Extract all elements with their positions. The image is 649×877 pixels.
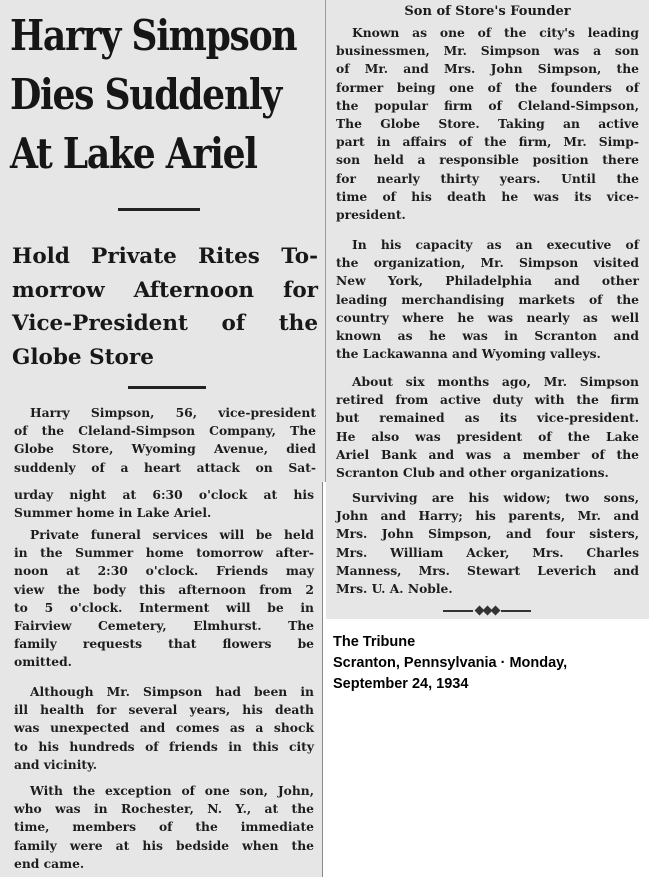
text-line: Mrs. William Acker, Mrs. Charles — [336, 544, 639, 560]
text-line: of the Cleland-Simpson Company, The — [14, 423, 316, 439]
text-line: time of his death he was its vice- — [336, 188, 639, 204]
deck-line: Globe Store — [12, 344, 154, 370]
text-line: time, members of the immediate — [14, 819, 314, 835]
text-line: son held a responsible position there — [336, 152, 639, 168]
subheading: Son of Store's Founder — [404, 4, 571, 19]
clipping-headline-section — [0, 0, 326, 482]
paragraph — [336, 24, 639, 224]
text-line: John and Harry; his parents, Mr. and — [336, 508, 639, 524]
text-line: known as he was in Scranton and — [336, 328, 639, 344]
text-line: of Mr. and Mrs. John Simpson, the — [336, 61, 639, 77]
text-line: Private funeral services will be held — [30, 527, 314, 542]
text-line: The Globe Store. Taking an active — [336, 116, 639, 132]
text-line: the Lackawanna and Wyoming valleys. — [336, 346, 601, 362]
text-line: Summer home in Lake Ariel. — [14, 505, 212, 521]
clipping-column-one — [0, 482, 322, 877]
text-line: Although Mr. Simpson had been in — [30, 684, 314, 699]
publication-place-date: Scranton, Pennsylvania · Monday, — [333, 655, 568, 671]
text-line: part in affairs of the firm, Mr. Simp- — [336, 134, 639, 150]
text-line: and vicinity. — [14, 756, 98, 772]
deck-line: Hold Private Rites To- — [12, 244, 318, 269]
deck-rule — [128, 386, 206, 389]
deck-line: morrow Afternoon for — [12, 277, 318, 303]
deck-line: Vice-President of the — [12, 311, 318, 336]
text-line: He also was president of the Lake — [336, 428, 639, 444]
text-line: the popular firm of Cleland-Simpson, — [336, 97, 639, 113]
paragraph — [336, 236, 639, 363]
headline-line: Harry Simpson — [10, 11, 297, 60]
text-line: In his capacity as an executive of — [352, 237, 639, 252]
text-line: leading merchandising markets of the — [336, 291, 639, 307]
headline — [10, 6, 297, 183]
text-line: omitted. — [14, 654, 72, 670]
text-line: family were at his bedside when the — [14, 837, 314, 853]
newspaper-name: The Tribune — [333, 634, 416, 650]
clipping-column-two — [326, 0, 649, 619]
paragraph — [14, 486, 314, 522]
text-line: New York, Philadelphia and other — [336, 273, 639, 289]
text-line: urday night at 6:30 o'clock at his — [14, 487, 314, 502]
text-line: ill health for several years, his death — [14, 702, 314, 718]
text-line: Fairview Cemetery, Elmhurst. The — [14, 618, 314, 634]
text-line: Known as one of the city's leading — [352, 25, 639, 40]
deck-headline — [12, 240, 318, 374]
text-line: businessmen, Mr. Simpson was a son — [336, 43, 639, 59]
text-line: was unexpected and comes as a shock — [14, 720, 314, 736]
text-line: With the exception of one son, John, — [30, 783, 314, 798]
text-line: noon at 2:30 o'clock. Friends may — [14, 563, 314, 579]
text-line: Surviving are his widow; two sons, — [352, 490, 639, 505]
text-line: to 5 o'clock. Interment will be in — [14, 599, 314, 615]
text-line: Scranton Club and other organizations. — [336, 465, 609, 481]
text-line: family requests that flowers be — [14, 636, 314, 652]
paragraph — [14, 782, 314, 873]
paragraph — [14, 683, 314, 774]
text-line: who was in Rochester, N. Y., at the — [14, 801, 314, 817]
end-ornament — [443, 606, 531, 616]
text-line: Mrs. John Simpson, and four sisters, — [336, 526, 639, 542]
text-line: in the Summer home tomorrow after- — [14, 545, 314, 561]
text-line: the organization, Mr. Simpson visited — [336, 255, 639, 271]
headline-rule — [118, 208, 200, 211]
text-line: president. — [336, 207, 406, 223]
text-line: About six months ago, Mr. Simpson — [352, 374, 639, 389]
text-line: Mrs. U. A. Noble. — [336, 581, 453, 597]
headline-line: At Lake Ariel — [10, 129, 257, 178]
paragraph — [336, 489, 639, 598]
lead-paragraph — [14, 404, 316, 477]
paragraph — [336, 373, 639, 482]
text-line: end came. — [14, 855, 85, 871]
text-line: for nearly thirty years. Until the — [336, 170, 639, 186]
text-line: former being one of the founders of — [336, 79, 639, 95]
paragraph — [14, 526, 314, 672]
headline-line: Dies Suddenly — [10, 70, 281, 119]
text-line: Harry Simpson, 56, vice-president — [30, 405, 316, 420]
text-line: retired from active duty with the firm — [336, 392, 639, 408]
text-line: country where he was nearly as well — [336, 309, 639, 325]
text-line: view the body this afternoon from 2 — [14, 581, 314, 597]
text-line: Ariel Bank and was a member of the — [336, 446, 639, 462]
text-line: Globe Store, Wyoming Avenue, died — [14, 441, 316, 457]
text-line: suddenly of a heart attack on Sat- — [14, 459, 316, 475]
source-caption — [333, 632, 633, 695]
column-rule — [322, 482, 323, 877]
text-line: but remained as its vice-president. — [336, 410, 639, 426]
publication-date: September 24, 1934 — [333, 676, 469, 692]
text-line: Manness, Mrs. Stewart Leverich and — [336, 562, 639, 578]
text-line: to his hundreds of friends in this city — [14, 738, 314, 754]
